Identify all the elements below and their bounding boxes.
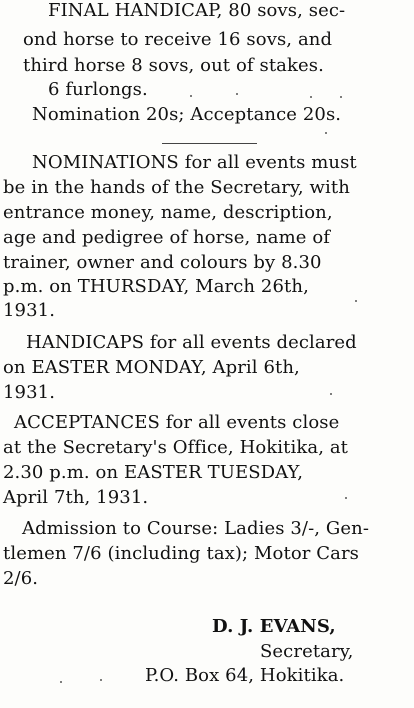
final-handicap-fees: Nomination 20s; Acceptance 20s. bbox=[32, 104, 342, 125]
final-handicap-distance: 6 furlongs. bbox=[48, 79, 148, 100]
section-divider bbox=[162, 143, 257, 144]
signatory-address: P.O. Box 64, Hokitika. bbox=[145, 665, 345, 686]
signatory-title: Secretary, bbox=[260, 641, 354, 662]
print-speck bbox=[236, 93, 238, 95]
acceptances-line-2: at the Secretary's Office, Hokitika, at bbox=[3, 437, 349, 458]
admission-line-2: tlemen 7/6 (including tax); Motor Cars bbox=[3, 543, 360, 564]
print-speck bbox=[100, 679, 102, 681]
print-speck bbox=[190, 95, 192, 97]
acceptances-line-3: 2.30 p.m. on EASTER TUESDAY, bbox=[3, 462, 304, 483]
final-handicap-line-3: third horse 8 sovs, out of stakes. bbox=[23, 55, 324, 76]
nominations-line-1: NOMINATIONS for all events must bbox=[32, 152, 357, 173]
handicaps-line-2: on EASTER MONDAY, April 6th, bbox=[3, 357, 300, 378]
nominations-line-7: 1931. bbox=[3, 300, 56, 321]
print-speck bbox=[340, 96, 342, 98]
nominations-line-5: trainer, owner and colours by 8.30 bbox=[3, 252, 322, 273]
print-speck bbox=[60, 681, 62, 683]
nominations-line-6: p.m. on THURSDAY, March 26th, bbox=[3, 276, 309, 297]
print-speck bbox=[345, 497, 347, 499]
handicaps-line-3: 1931. bbox=[3, 382, 56, 403]
admission-line-1: Admission to Course: Ladies 3/-, Gen- bbox=[22, 518, 370, 539]
nominations-line-3: entrance money, name, description, bbox=[3, 202, 333, 223]
nominations-line-4: age and pedigree of horse, name of bbox=[3, 227, 331, 248]
acceptances-line-4: April 7th, 1931. bbox=[3, 487, 149, 508]
nominations-line-2: be in the hands of the Secretary, with bbox=[3, 177, 350, 198]
print-speck bbox=[355, 300, 357, 302]
print-speck bbox=[325, 132, 327, 134]
admission-line-3: 2/6. bbox=[3, 568, 39, 589]
print-speck bbox=[310, 96, 312, 98]
final-handicap-line-1: FINAL HANDICAP, 80 sovs, sec- bbox=[48, 0, 346, 21]
handicaps-line-1: HANDICAPS for all events declared bbox=[26, 332, 357, 353]
acceptances-line-1: ACCEPTANCES for all events close bbox=[14, 412, 340, 433]
signatory-name: D. J. EVANS, bbox=[212, 616, 336, 637]
final-handicap-line-2: ond horse to receive 16 sovs, and bbox=[23, 29, 333, 50]
print-speck bbox=[330, 393, 332, 395]
